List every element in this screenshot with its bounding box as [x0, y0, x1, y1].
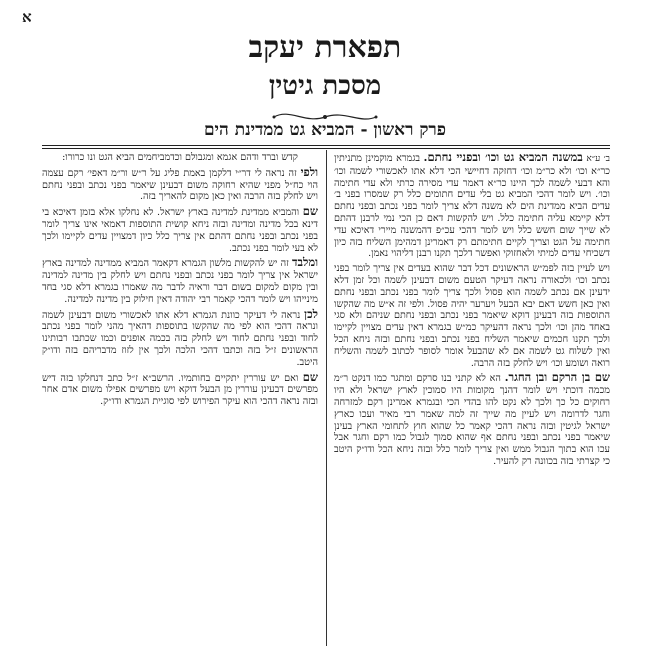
commentary-text: בגמרא מוקמינן מתניתין כר״א וכו׳ ולא כר״מ וכו׳ דחזקה דחיישי הכי דלא אתו לאכשורי לשמה וכו׳ והא דבעי לשמה לכך היינו כר״א דאמר עדי מסירה כרתי ולא עדי חתימה וכו׳. ויש לומר דהכי המביא גט בלי עדים חתומים כלל רק שמסרו בפני ב׳ עדים הביא ממדינת הים לא משנה דלא צריך לומר בפני נכתב ובפני נחתם דלא קיימא עליה חתימה כלל. ויש להקשות דאם כן הכי נמי לרבנן דהתם לא שייך שום חשש כלל ויש לומר דהכי עכ״פ דהמשנה מיירי דאיכא עדי חתימה על הגט וצריך לקיים חתימתם רק דאמרינן דמהימן השליח בזה כיון דשכיחי עדים למיתי ולאחזוקי ואפשר דלכך תקנו רבנן דליהוי נאמן. — [334, 153, 610, 260]
commentary-intro: קדש וברד ודהם אגמא ומגבולם וכדמביחמים הביא הגט ונו כרורו: — [62, 152, 298, 163]
divider-rule — [42, 148, 610, 149]
tractate-subtitle: מסכת גיטין — [268, 71, 382, 101]
right-commentary-column — [334, 152, 610, 646]
commentary-text: ויש לעיין בזה לפמ״ש הראשונים דכל דבר שהוא בעדים אין צריך לומר בפני נכתב וכו׳ ולכאורה נראה דעיקר הטעם משום דבעינן לשמה וכל זמן דלא ידעינן אם נכתב לשמה הוא פסול ולכך צריך לומר בפני נכתב ובפני נחתם ואין כאן חשש דאם יבא הבעל ויערער יהיה פסול. ולפי זה א״ש מה שהקשו התוספות בזה דבעינן דוקא שיאמר בפני נכתב ובפני נחתם שניהם ולא סגי באחד מהן וכו׳ ולכך נראה דהעיקר כמ״ש בגמרא דאין עדים מצויין לקיימו ולכך תקנו חכמים שיאמר השליח בפני נכתב ובפני נחתם ובזה ניחא הכל ואין לשלוח גט לשמה אם לא שהבעל אומר לסופר לכתוב לשמה והשליח רואה ושומע וכו׳ ויש לחלק בזה הרבה. — [334, 263, 610, 369]
page-letter: א — [22, 8, 32, 26]
left-commentary-column — [42, 152, 318, 646]
commentary-paragraph — [42, 206, 318, 254]
commentary-paragraph — [42, 164, 318, 203]
column-divider — [326, 150, 327, 646]
commentary-text: זה יש להקשות מלשון הגמרא דקאמר המביא ממדינה למדינה בארץ ישראל אין צריך לומר בפני נכתב ובפני נחתם ויש לחלק בין מדינה למדינה ובין מקום למקום בשום דבר וראיה לדבר מה שאמרו בגמרא דלא סגי בחד מינייהו ויש לומר דהכי קאמר רבי יהודה דאין חילוק בין מדינה למדינה. — [42, 258, 318, 305]
dibur-hamatchil: ומלבד — [292, 255, 318, 270]
commentary-paragraph — [334, 152, 610, 260]
commentary-paragraph — [42, 369, 318, 408]
dibur-hamatchil: שם בן הרקם ובן החגר. — [504, 370, 610, 385]
commentary-paragraph — [334, 372, 610, 467]
commentary-text: והמביא ממדינת למדינה בארץ ישראל. לא נחלקו אלא בזמן דאיכא בי דינא בכל מדינה ומדינה ובזה ניחא קושית התוספות דאמאי אינו צריך לומר בפני נכתב ובפני נחתם דהתם אין צריך כלל כיון דמצויין עדים לקיימו ולכך לא בעי לומר בפני נכתב. — [42, 207, 318, 254]
commentary-text: ואם יש עוררין יתקיים בחותמיו. הרשב״א ז״ל כתב דנחלקו בזה דיש מפרשים דבעינן עוררין מן הבעל דוקא ויש מפרשים אפילו משום אדם אחר ובזה נראה דהכי הוא עיקר הפירוש לפי סוגיית הגמרא ודו״ק. — [42, 372, 318, 408]
dibur-hamatchil: לכן — [304, 306, 318, 321]
commentary-paragraph — [42, 257, 318, 305]
folio-marker: ב׳ ע״א — [586, 154, 610, 164]
commentary-paragraph — [42, 306, 318, 369]
dibur-hamatchil: ולפי — [300, 164, 318, 179]
page-title: תפארת יעקב — [248, 30, 402, 65]
dibur-hamatchil: שם — [302, 369, 318, 384]
commentary-text: זה נראה לי דר״י דלקמן באמת פליג על ר״ש ור״מ דאפי׳ רקם עצמה הוי כח״ל מפני שהיא רחוקה משום דבעינן שיאמר בפני נכתב ובפני נחתם ויש לחלק בזה הרבה ואין כאן מקום להאריך בזה. — [42, 167, 318, 203]
divider-rule — [42, 145, 610, 146]
commentary-paragraph — [334, 263, 610, 369]
commentary-text: נראה לי דעיקר כוונת הגמרא דלא אתו לאכשורי משום דבעינן לשמה ונראה דהכי הוא לפי מה שהקשו בתוספות דהאיך מהני לומר בפני נכתב לחוד ובפני נחתם לחוד ויש לחלק בזה בכמה אופנים וכמו שכתבו רבותינו הראשונים ז״ל בזה וכתבו דהכי הלכה ולכך אין לזוז מדבריהם בזה ודו״ק היטב. — [42, 309, 318, 368]
chapter-heading: פרק ראשון - המביא גט ממדינת הים — [203, 120, 447, 140]
commentary-text: הא לא קתני בנו סרקם ומתגר כמו דנקט ר״מ מכמה דוכתי ויש לומר דהנך מקומות היו סמוכין לארץ ישראל ולא היו רחוקים כל כך ולכך לא נקט להו בהדי הכי ובגמרא אמרינן רקם למזרחה וחגר לדרומה ויש לעיין מה שייך זה למה שאמר רבי מאיר ועכו כארץ ישראל לגיטין ובזה נראה דהכי קאמר כל שהוא חוץ לתחומי הארץ בעינן שיאמר בפני נכתב ובפני נחתם אף שהוא סמוך לגבול כמו רקם וחגר אבל עכו הוא בתוך הגבול ממש ואין צריך לומר כלל ובזה ניחא הכל ודו״ק היטב כי קצרתי בזה בכוונה רק להעיר. — [334, 373, 610, 467]
dibur-hamatchil: במשנה המביא גט וכו׳ ובפניי נחתם. — [423, 152, 583, 164]
title-block — [0, 30, 650, 124]
dibur-hamatchil: שם — [302, 204, 318, 219]
